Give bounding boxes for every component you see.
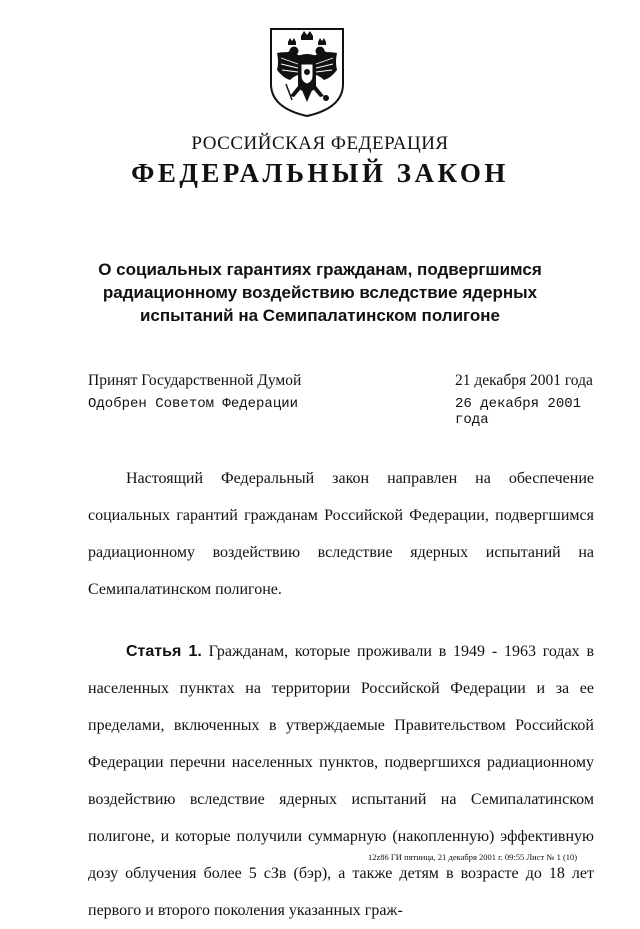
adoption-block [88, 372, 618, 428]
country-heading: РОССИЙСКАЯ ФЕДЕРАЦИЯ [191, 133, 449, 154]
approved-date: 26 декабря 2001 года [455, 396, 582, 428]
article-1-paragraph [88, 633, 594, 929]
law-type-heading: ФЕДЕРАЛЬНЫЙ ЗАКОН [131, 158, 509, 188]
article-1-label: Статья 1. [126, 643, 202, 660]
adopted-date: 21 декабря 2001 года [455, 372, 593, 389]
approved-label: Одобрен Советом Федерации [88, 396, 299, 412]
law-title-line: О социальных гарантиях гражданам, подвергшимся [98, 260, 542, 279]
approved-row [88, 396, 618, 428]
law-title [70, 258, 570, 327]
law-title-line: испытаний на Семипалатинском полигоне [139, 306, 500, 325]
adopted-row [88, 372, 618, 396]
preamble-paragraph: Настоящий Федеральный закон направлен на обеспечение социальных гарантий гражданам Российской Федерации, подвергшимся радиационному воздействию вследствие ядерных испытаний на Семипалатинском полигоне. [88, 470, 594, 598]
adopted-label: Принят Государственной Думой [88, 372, 302, 389]
law-title-line: радиационному воздействию вследствие ядерных [102, 283, 538, 302]
article-1-text: Гражданам, которые проживали в 1949 - 1963 годах в населенных пунктах на территории Российской Федерации и за ее пределами, включенных в утверждаемые Правительством Российской Федерации перечни населенных пунктов, подвергшихся радиационному воздействию вследствие ядерных испытаний на Семипалатинском полигоне, и которые получили суммарную (накопленную) эффективную дозу облучения более 5 сЗв (бэр), а также детям в возрасте до 18 лет первого и второго поколения указанных граж- [88, 643, 595, 919]
page-footer: 12z86 ГИ пятница, 21 декабря 2001 г. 09:55 Лист № 1 (10) [368, 852, 578, 862]
double-headed-eagle-icon [268, 26, 346, 118]
